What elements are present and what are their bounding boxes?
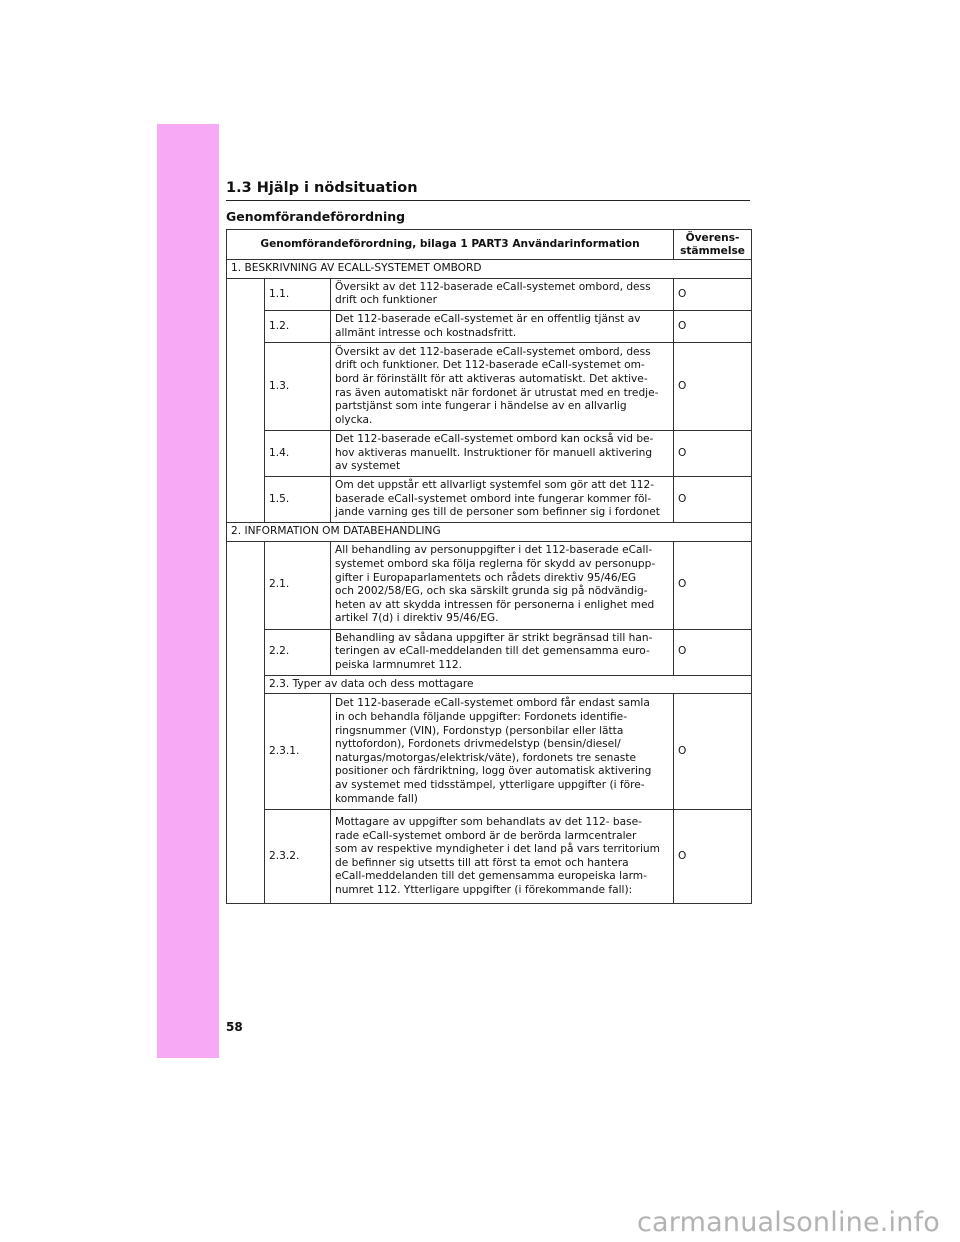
indent-cell <box>227 541 265 904</box>
row-number: 1.2. <box>265 310 331 342</box>
row-number: 2.2. <box>265 629 331 675</box>
row-number: 1.3. <box>265 343 331 431</box>
section-title-2: 2. INFORMATION OM DATABEHANDLING <box>227 523 752 542</box>
indent-cell <box>227 278 265 522</box>
row-text: Det 112-baserade eCall-systemet ombord får endast samla in och behandla följande uppgifter: Fordonets identifie- ringsnummer (VIN), Fordonstyp (personbilar eller lätta nyttofordon), Fordonets drivmedelstyp (bensin/diesel/ naturgas/motorgas/elektrisk/väte), fordonets tre senaste positioner och färdriktning, logg över automatisk aktivering av systemet med tidsstämpel, ytterligare uppgifter (i före- kommande fall) <box>331 694 674 810</box>
row-text: All behandling av personuppgifter i det 112-baserade eCall- systemet ombord ska följa reglerna för skydd av personupp- gifter i Europaparlamentets och rådets direktiv 95/46/EG och 2002/58/EG, och ska särskilt grunda sig på nödvändig- heten av att skydda intressen för personerna i enlighet med artikel 7(d) i direktiv 95/46/EG. <box>331 541 674 629</box>
section-row <box>227 260 752 279</box>
section-row <box>227 523 752 542</box>
table-row <box>227 810 752 904</box>
header-conformity: Överens- stämmelse <box>674 230 752 260</box>
row-number: 1.5. <box>265 477 331 523</box>
subsection-row <box>227 675 752 694</box>
row-conformity: O <box>674 694 752 810</box>
row-text: Översikt av det 112-baserade eCall-systemet ombord, dess drift och funktioner. Det 112-baserade eCall-systemet om- bord är förinställt för att aktiveras automatiskt. Det aktive- ras även automatiskt när fordonet är utrustat med en tredje- partstjänst som inte fungerar i händelse av en allvarlig olycka. <box>331 343 674 431</box>
row-conformity: O <box>674 810 752 904</box>
table-row <box>227 477 752 523</box>
row-number: 1.4. <box>265 431 331 477</box>
watermark: carmanualsonline.info <box>637 1207 940 1238</box>
row-text: Behandling av sådana uppgifter är strikt begränsad till han- teringen av eCall-meddelanden till det gemensamma euro- peiska larmnumret 112. <box>331 629 674 675</box>
section-title-1: 1. BESKRIVNING AV ECALL-SYSTEMET OMBORD <box>227 260 752 279</box>
table-row <box>227 278 752 310</box>
row-number: 2.1. <box>265 541 331 629</box>
row-text: Om det uppstår ett allvarligt systemfel som gör att det 112- baserade eCall-systemet ombord inte fungerar kommer föl- jande varning ges till de personer som befinner sig i fordonet <box>331 477 674 523</box>
table-row <box>227 694 752 810</box>
section-title: 1.3 Hjälp i nödsituation <box>226 180 418 196</box>
row-conformity: O <box>674 343 752 431</box>
document-heading: Genomförandeförordning <box>226 209 406 224</box>
table-row <box>227 310 752 342</box>
section-divider <box>226 200 750 201</box>
row-conformity: O <box>674 629 752 675</box>
table-row <box>227 541 752 629</box>
row-conformity: O <box>674 541 752 629</box>
row-text: Mottagare av uppgifter som behandlats av det 112- base- rade eCall-systemet ombord är de berörda larmcentraler som av respektive myndigheter i det land på vars territorium de befinner sig utsetts till att först ta emot och hantera eCall-meddelanden till det gemensamma europeiska larm- numret 112. Ytterligare uppgifter (i förekommande fall): <box>331 810 674 904</box>
table-row <box>227 343 752 431</box>
row-number: 1.1. <box>265 278 331 310</box>
chapter-side-tab <box>157 124 219 1058</box>
row-text: Det 112-baserade eCall-systemet är en offentlig tjänst av allmänt intresse och kostnadsfritt. <box>331 310 674 342</box>
page-number: 58 <box>226 1020 243 1034</box>
row-conformity: O <box>674 310 752 342</box>
row-text: Översikt av det 112-baserade eCall-systemet ombord, dess drift och funktioner <box>331 278 674 310</box>
regulation-table <box>226 229 752 904</box>
row-conformity: O <box>674 431 752 477</box>
row-text: Det 112-baserade eCall-systemet ombord kan också vid be- hov aktiveras manuellt. Instruktioner för manuell aktivering av systemet <box>331 431 674 477</box>
row-conformity: O <box>674 477 752 523</box>
header-main: Genomförandeförordning, bilaga 1 PART3 Användarinformation <box>227 230 674 260</box>
row-conformity: O <box>674 278 752 310</box>
row-number: 2.3.2. <box>265 810 331 904</box>
table-header-row <box>227 230 752 260</box>
row-number: 2.3.1. <box>265 694 331 810</box>
subsection-title: 2.3. Typer av data och dess mottagare <box>265 675 752 694</box>
table-row <box>227 431 752 477</box>
table-row <box>227 629 752 675</box>
